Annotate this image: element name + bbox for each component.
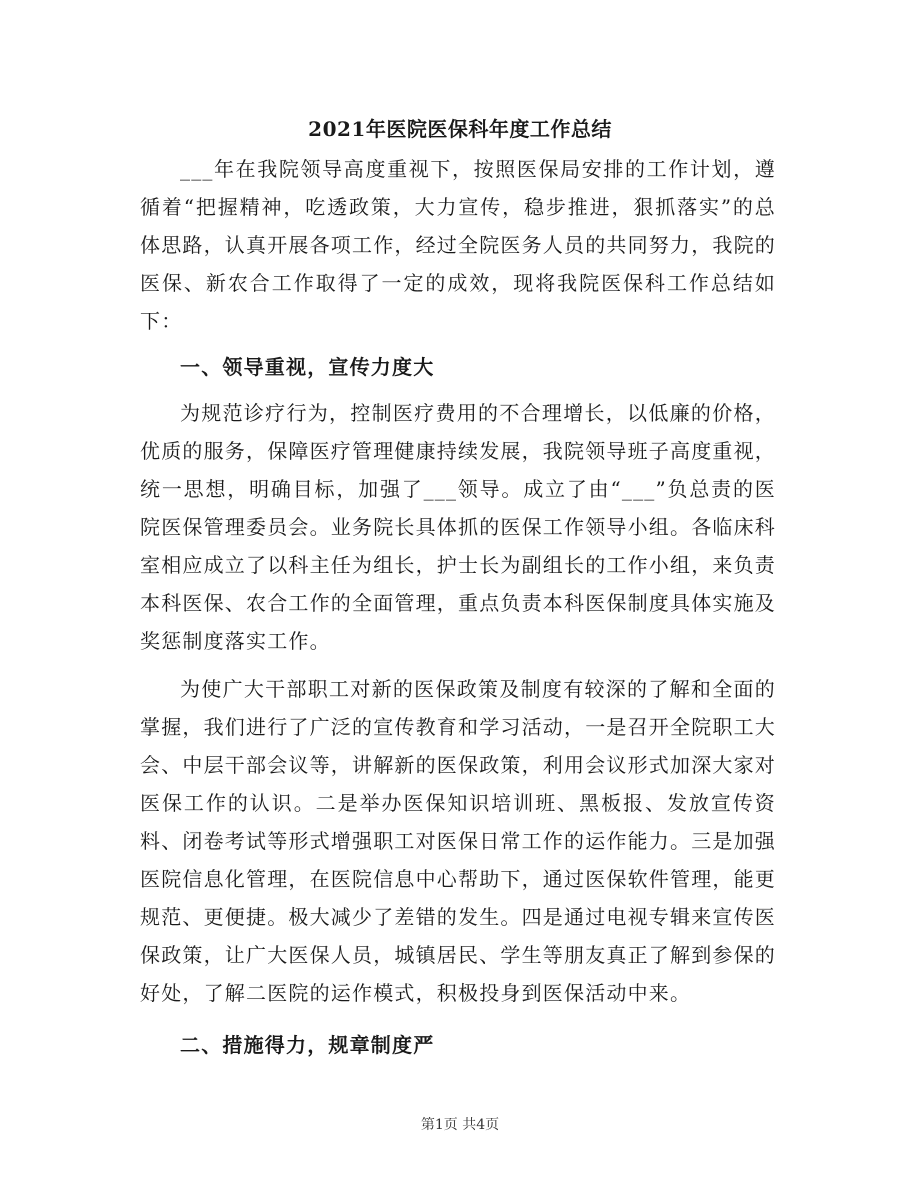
section-1-paragraph-1: 为规范诊疗行为，控制医疗费用的不合理增长，以低廉的价格，优质的服务，保障医疗管理健康持续发展，我院领导班子高度重视，统一思想，明确目标，加强了___领导。成立了由“___”负总责的医院医保管理委员会。业务院长具体抓的医保工作领导小组。各临床科室相应成立了以科主任为组长，护士长为副组长的工作小组，来负责本科医保、农合工作的全面管理，重点负责本科医保制度具体实施及奖惩制度落实工作。 <box>140 401 776 653</box>
intro-paragraph: ___年在我院领导高度重视下，按照医保局安排的工作计划，遵循着“把握精神，吃透政策，大力宣传，稳步推进，狠抓落实”的总体思路，认真开展各项工作，经过全院医务人员的共同努力，我院的医保、新农合工作取得了一定的成效，现将我院医保科工作总结如下： <box>140 157 776 333</box>
section-2-heading: 二、措施得力，规章制度严 <box>180 1033 435 1057</box>
page-number-footer: 第1页 共4页 <box>420 1117 500 1133</box>
section-1-paragraph-2: 为使广大干部职工对新的医保政策及制度有较深的了解和全面的掌握，我们进行了广泛的宣传教育和学习活动，一是召开全院职工大会、中层干部会议等，讲解新的医保政策，利用会议形式加深大家对医保工作的认识。二是举办医保知识培训班、黑板报、发放宣传资料、闭卷考试等形式增强职工对医保日常工作的运作能力。三是加强医院信息化管理，在医院信息中心帮助下，通过医保软件管理，能更规范、更便捷。极大减少了差错的发生。四是通过电视专辑来宣传医保政策，让广大医保人员，城镇居民、学生等朋友真正了解到参保的好处，了解二医院的运作模式，积极投身到医保活动中来。 <box>140 677 776 1005</box>
section-1-heading: 一、领导重视，宣传力度大 <box>180 355 435 379</box>
document-title: 2021年医院医保科年度工作总结 <box>308 117 612 141</box>
document-body <box>140 150 776 1072</box>
